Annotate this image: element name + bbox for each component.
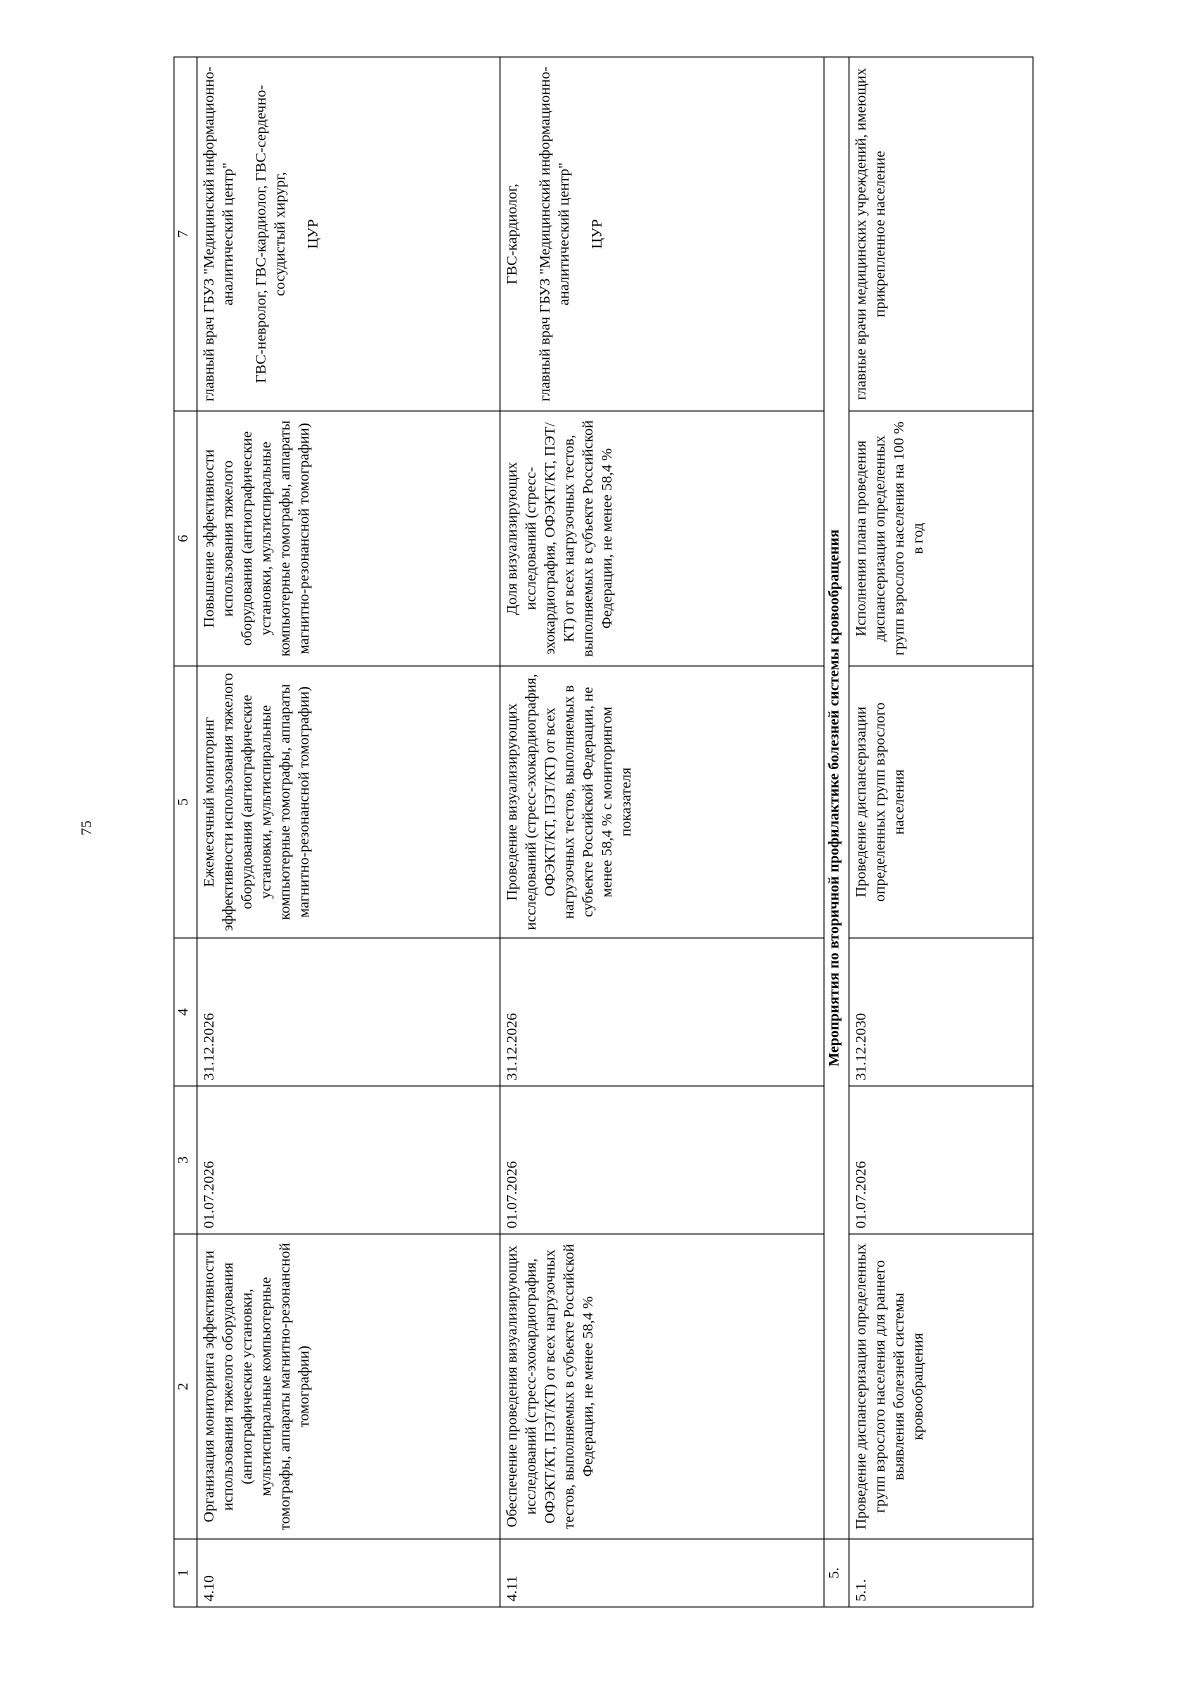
section-number: 5. (824, 1539, 849, 1607)
indicator-cell: Доля визуализирующих исследований (стресс-эхокардиография, ОФЭКТ/КТ, ПЭТ/КТ) от всех нагрузочных тестов, выполняемых в субъекте Российской Федерации, не менее 58,4 % (500, 411, 825, 666)
section-title: Мероприятия по вторичной профилактике болезней системы кровообращения (824, 57, 849, 1539)
result-cell: Проведение визуализирующих исследований (стресс-эхокардиография, ОФЭКТ/КТ, ПЭТ/КТ) от всех нагрузочных тестов, выполняемых в субъекте Российской Федерации, не менее 58,4 % с мониторингом показателя (500, 666, 825, 938)
activity-cell: Проведение диспансеризации определенных групп взрослого населения для раннего выявления болезней системы кровообращения (849, 1234, 1033, 1539)
header-col-4: 4 (174, 938, 197, 1086)
header-col-6: 6 (174, 411, 197, 666)
start-date-cell: 01.07.2026 (197, 1086, 500, 1234)
measures-table (174, 57, 1034, 1608)
row-number: 4.11 (500, 1539, 825, 1607)
responsible-cell: главные врачи медицинских учреждений, имеющих прикрепленное население (849, 57, 1033, 411)
start-date-cell: 01.07.2026 (849, 1086, 1033, 1234)
responsible-text: главный врач ГБУЗ "Медицинский информационно-аналитический центр" (537, 66, 573, 402)
activity-cell: Обеспечение проведения визуализирующих исследований (стресс-эхокардиография, ОФЭКТ/КТ, ПЭТ/КТ) от всех нагрузочных тестов, выполняемых в субъекте Российской Федерации, не менее 58,4 % (500, 1234, 825, 1539)
indicator-cell: Исполнения плана проведения диспансеризации определенных групп взрослого населения на 100 % в год (849, 411, 1033, 666)
end-date-cell: 31.12.2026 (500, 938, 825, 1086)
indicator-cell: Повышение эффективности использования тяжелого оборудования (ангиографические установки, мультиспиральные компьютерные томографы, аппараты магнитно-резонансной томографии) (197, 411, 500, 666)
table-row (197, 57, 500, 1607)
section-row (824, 57, 849, 1607)
page-number: 75 (79, 820, 95, 836)
table-wrapper (173, 57, 1033, 1607)
result-cell: Проведение диспансеризации определенных групп взрослого населения (849, 666, 1033, 938)
header-col-2: 2 (174, 1234, 197, 1539)
end-date-cell: 31.12.2026 (197, 938, 500, 1086)
header-col-1: 1 (174, 1539, 197, 1607)
responsible-text: ГВС-кардиолог, (504, 183, 521, 285)
table-row (500, 57, 825, 1607)
responsible-cell (197, 57, 500, 411)
result-cell: Ежемесячный мониторинг эффективности использования тяжелого оборудования (ангиографические установки, мультиспиральные компьютерные томографы, аппараты магнитно-резонансной томографии) (197, 666, 500, 938)
header-row (174, 57, 197, 1607)
row-number: 5.1. (849, 1539, 1033, 1607)
end-date-cell: 31.12.2030 (849, 938, 1033, 1086)
row-number: 4.10 (197, 1539, 500, 1607)
responsible-cell (500, 57, 825, 411)
table-row (849, 57, 1033, 1607)
activity-cell: Организация мониторинга эффективности использования тяжелого оборудования (ангиографические установки, мультиспиральные компьютерные томографы, аппараты магнитно-резонансной томографии) (197, 1234, 500, 1539)
responsible-text: ЦУР (589, 219, 606, 249)
responsible-text: ГВС-невролог, ГВС-кардиолог, ГВС-сердечно-сосудистый хирург, (253, 84, 289, 384)
header-col-3: 3 (174, 1086, 197, 1234)
responsible-text: ЦУР (305, 219, 322, 249)
header-col-7: 7 (174, 57, 197, 411)
responsible-text: главный врач ГБУЗ "Медицинский информационно-аналитический центр" (201, 66, 237, 402)
start-date-cell: 01.07.2026 (500, 1086, 825, 1234)
header-col-5: 5 (174, 666, 197, 938)
